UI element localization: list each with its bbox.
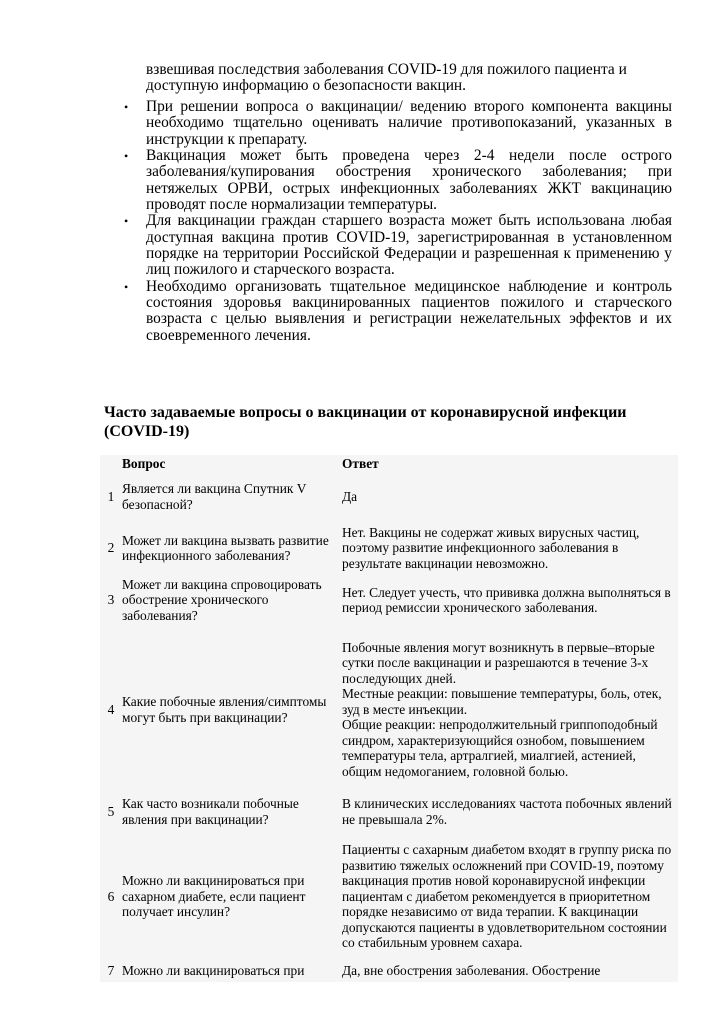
list-item-text: При решении вопроса о вакцинации/ ведению второго компонента вакцины необходимо тщательно оценивать наличие противопоказаний, указанных в инструкции к препарату. [146,98,672,148]
list-item [108,99,672,148]
row-answer: Пациенты с сахарным диабетом входят в группу риска по развитию тяжелых осложнений при COVID-19, поэтому вакцинация против новой коронавирусной инфекции пациентам с диабетом рекомендуется в приоритетном порядке независимо от вида терапии. К вакцинации допускаются пациенты в удовлетворительном состоянии со стабильным уровнем сахара. [342,842,672,951]
table-row [100,626,678,793]
row-answer: Нет. Вакцины не содержат живых вирусных частиц, поэтому развитие инфекционного заболевания в результате вакцинации невозможно. [342,524,640,571]
row-question: Может ли вакцина вызвать развитие инфекционного заболевания? [122,532,329,563]
row-question: Является ли вакцина Спутник V безопасной? [122,481,307,512]
list-item-text: Необходимо организовать тщательное медицинское наблюдение и контроль состояния здоровья вакцинированных пациентов пожилого и старческого возраста с целью выявления и регистрации нежелательных эффектов и их своевременного лечения. [146,277,672,344]
header-answer: Ответ [342,456,379,471]
bullet-icon: • [124,214,129,229]
table-row [100,471,678,522]
row-number: 2 [107,540,115,556]
table-header-row [100,455,678,471]
table-row [100,830,678,963]
table-row [100,963,678,982]
row-question: Можно ли вакцинироваться при сахарном диабете, если пациент получает инсулин? [122,873,306,920]
recommendations-list [108,99,672,344]
row-number: 1 [107,488,115,504]
continuation-line-1: взвешивая последствия заболевания COVID-19 для пожилого пациента и [146,61,627,78]
row-number: 5 [107,803,115,819]
row-answer: Да [342,488,358,504]
row-question: Какие побочные явления/симптомы могут быть при вакцинации? [122,694,327,725]
list-item-text: Вакцинация может быть проведена через 2-4 недели после острого заболевания/купирования обострения хронического заболевания; при нетяжелых ОРВИ, острых инфекционных заболеваниях ЖКТ вакцинацию проводят после нормализации температуры. [146,147,672,214]
table-row [100,793,678,830]
row-answer: В клинических исследованиях частота побочных явлений не превышала 2%. [342,796,672,827]
header-question: Вопрос [122,456,166,471]
row-question: Может ли вакцина спровоцировать обострение хронического заболевания? [122,576,322,623]
faq-heading: Часто задаваемые вопросы о вакцинации от коронавирусной инфекции (COVID-19) [104,404,627,440]
row-answer: Побочные явления могут возникнуть в первые–вторые сутки после вакцинации и разрешаются в течение 3-х последующих дней. Местные реакции: повышение температуры, боль, отек, зуд в месте инъекции. Общие реакции: непродолжительный гриппоподобный синдром, характеризующийся ознобом, повышением температуры тела, артралгией, миалгией, астенией, общим недомоганием, головной болью. [342,639,662,779]
row-number: 4 [107,701,115,717]
list-item [108,213,672,278]
row-number: 6 [107,888,115,904]
list-item [108,148,672,213]
row-answer: Нет. Следует учесть, что прививка должна выполняться в период ремиссии хронического заболевания. [342,584,671,615]
row-answer: Да, вне обострения заболевания. Обострение [342,963,601,978]
list-item-text: Для вакцинации граждан старшего возраста может быть использована любая доступная вакцина против COVID-19, зарегистрированная в установленном порядке на территории Российской Федерации и разрешенная к применению у лиц пожилого и старческого возраста. [146,212,672,279]
row-question: Можно ли вакцинироваться при [122,963,305,978]
faq-table [100,455,678,982]
row-question: Как часто возникали побочные явления при вакцинации? [122,796,299,827]
bullet-icon: • [124,149,129,164]
list-item [108,279,672,344]
bullet-icon: • [124,100,129,114]
row-number: 7 [107,963,115,978]
table-row [100,574,678,626]
continuation-line-2: доступную информацию о безопасности вакцин. [146,77,467,95]
row-number: 3 [107,592,115,608]
table-row [100,522,678,574]
continuation-paragraph [146,62,672,95]
bullet-icon: • [124,279,129,294]
